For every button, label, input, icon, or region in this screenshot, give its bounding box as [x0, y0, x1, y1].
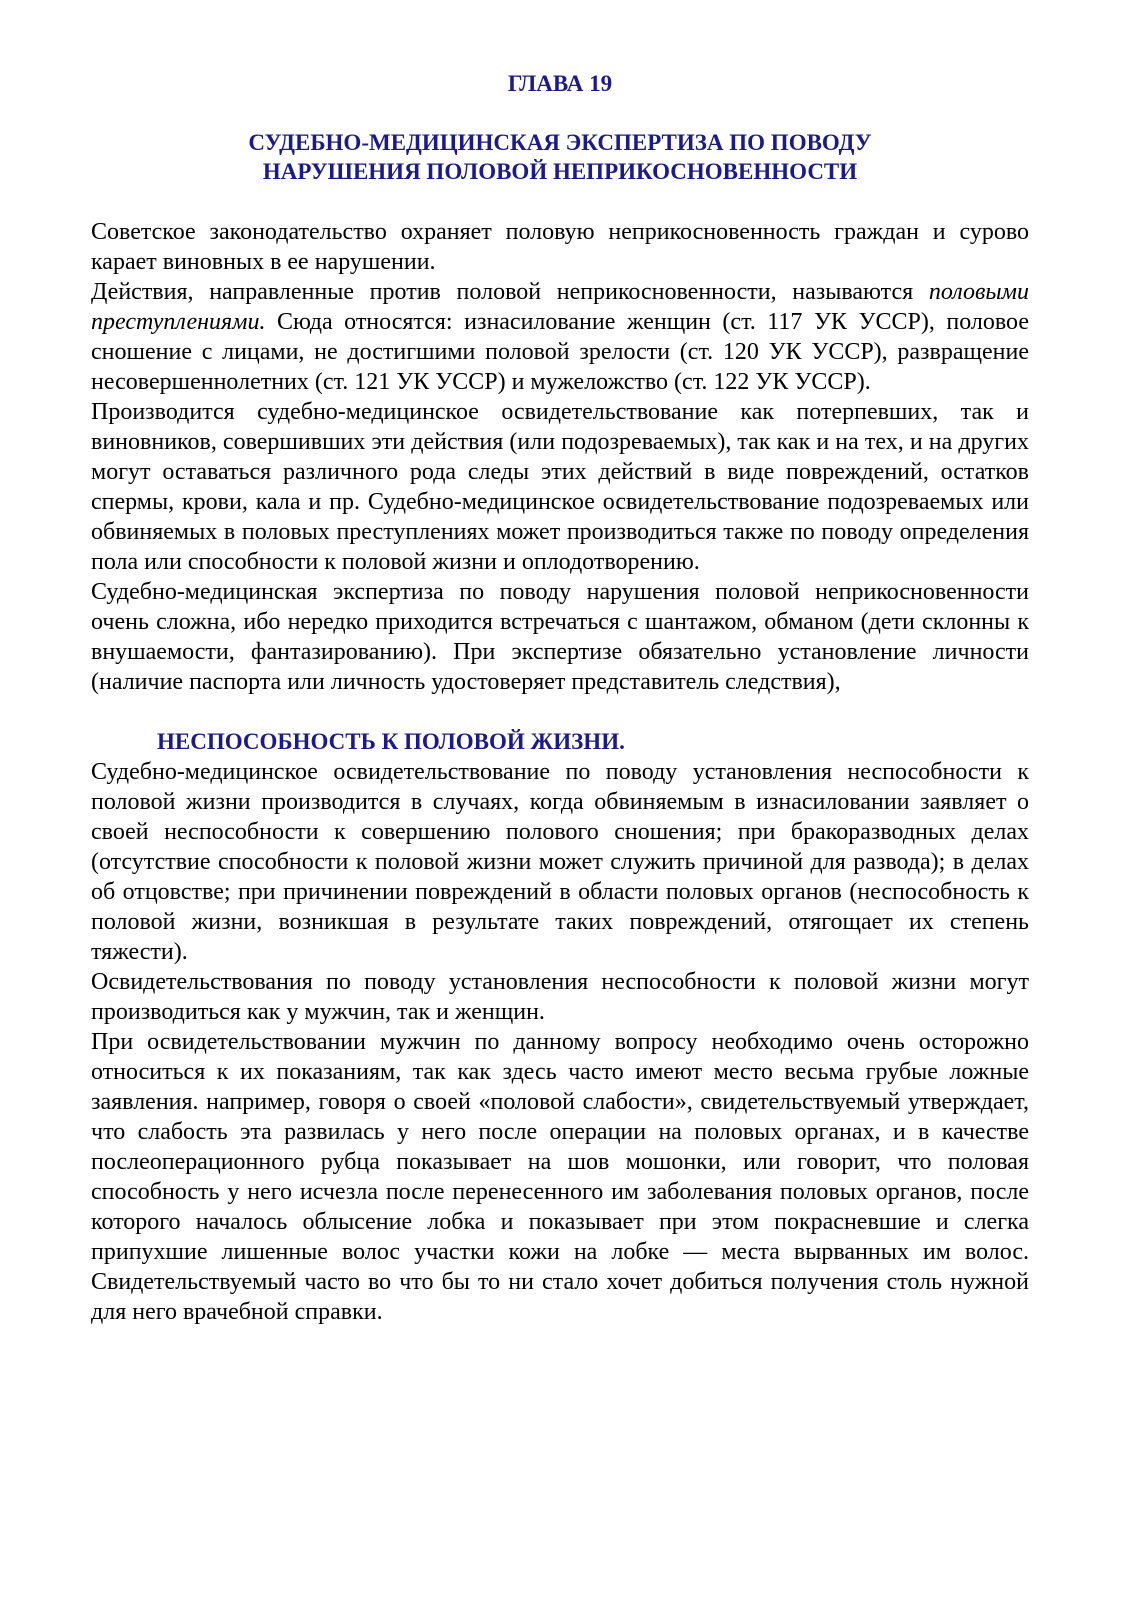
chapter-subtitle	[91, 128, 1029, 186]
chapter-title: ГЛАВА 19	[507, 71, 613, 96]
chapter-subtitle-line-1: СУДЕБНО-МЕДИЦИНСКАЯ ЭКСПЕРТИЗА ПО ПОВОДУ	[248, 130, 872, 155]
intro-paragraph-2	[91, 277, 1029, 397]
intro-paragraph-3: Производится судебно-медицинское освидетельствование как потерпевших, так и виновников, совершивших эти действия (или подозреваемых), так как и на тех, и на других могут оставаться различного рода следы этих действий в виде повреждений, остатков спермы, крови, кала и пр. Судебно-медицинское освидетельствование подозреваемых или обвиняемых в половых преступлениях может производиться также по поводу определения пола или способности к половой жизни и оплодотворению.	[91, 399, 1029, 575]
section-paragraph-3: При освидетельствовании мужчин по данному вопросу необходимо очень осторожно относиться к их показаниям, так как здесь часто имеют место весьма грубые ложные заявления. например, говоря о своей «половой слабости», свидетельствуемый утверждает, что слабость эта развилась у него после операции на половых органах, и в качестве послеоперационного рубца показывает на шов мошонки, или говорит, что половая способность у него исчезла после перенесенного им заболевания половых органов, после которого началось облысение лобка и показывает при этом покрасневшие и слегка припухшие лишенные волос участки кожи на лобке — места вырванных им волос. Свидетельствуемый часто во что бы то ни стало хочет добиться получения столь нужной для него врачебной справки.	[91, 1029, 1029, 1325]
chapter-subtitle-line-2: НАРУШЕНИЯ ПОЛОВОЙ НЕПРИКОСНОВЕННОСТИ	[262, 159, 858, 184]
intro-paragraph-4: Судебно-медицинская экспертиза по поводу нарушения половой неприкосновенности очень сложна, ибо нередко приходится встречаться с шантажом, обманом (дети склонны к внушаемости, фантазированию). При экспертизе обязательно установление личности (наличие паспорта или личность удостоверяет представитель следствия),	[91, 579, 1029, 695]
section-heading: НЕСПОСОБНОСТЬ К ПОЛОВОЙ ЖИЗНИ.	[157, 729, 625, 754]
section-paragraph-2: Освидетельствования по поводу установления неспособности к половой жизни могут производиться как у мужчин, так и женщин.	[91, 969, 1029, 1025]
intro-paragraph-2-italic-term: половыми преступлениями.	[91, 279, 1029, 335]
intro-paragraph-1: Советское законодательство охраняет половую неприкосновенность граждан и сурово карает виновных в ее нарушении.	[91, 219, 1029, 275]
section-paragraph-1: Судебно-медицинское освидетельствование по поводу установления неспособности к половой жизни производится в случаях, когда обвиняемым в изнасиловании заявляет о своей неспособности к совершению полового сношения; при бракоразводных делах (отсутствие способности к половой жизни может служить причиной для развода); в делах об отцовстве; при причинении повреждений в области половых органов (неспособность к половой жизни, возникшая в результате таких повреждений, отягощает их степень тяжести).	[91, 759, 1029, 965]
intro-paragraph-2-end: Сюда относятся: изнасилование женщин (ст. 117 УК УССР), половое сношение с лицами, не достигшими половой зрелости (ст. 120 УК УССР), развращение несовершеннолетних (ст. 121 УК УССР) и мужеложство (ст. 122 УК УССР).	[91, 309, 1029, 395]
document-page	[91, 68, 1029, 1327]
intro-paragraph-2-start: Действия, направленные против половой неприкосновенности, называются	[91, 279, 929, 305]
